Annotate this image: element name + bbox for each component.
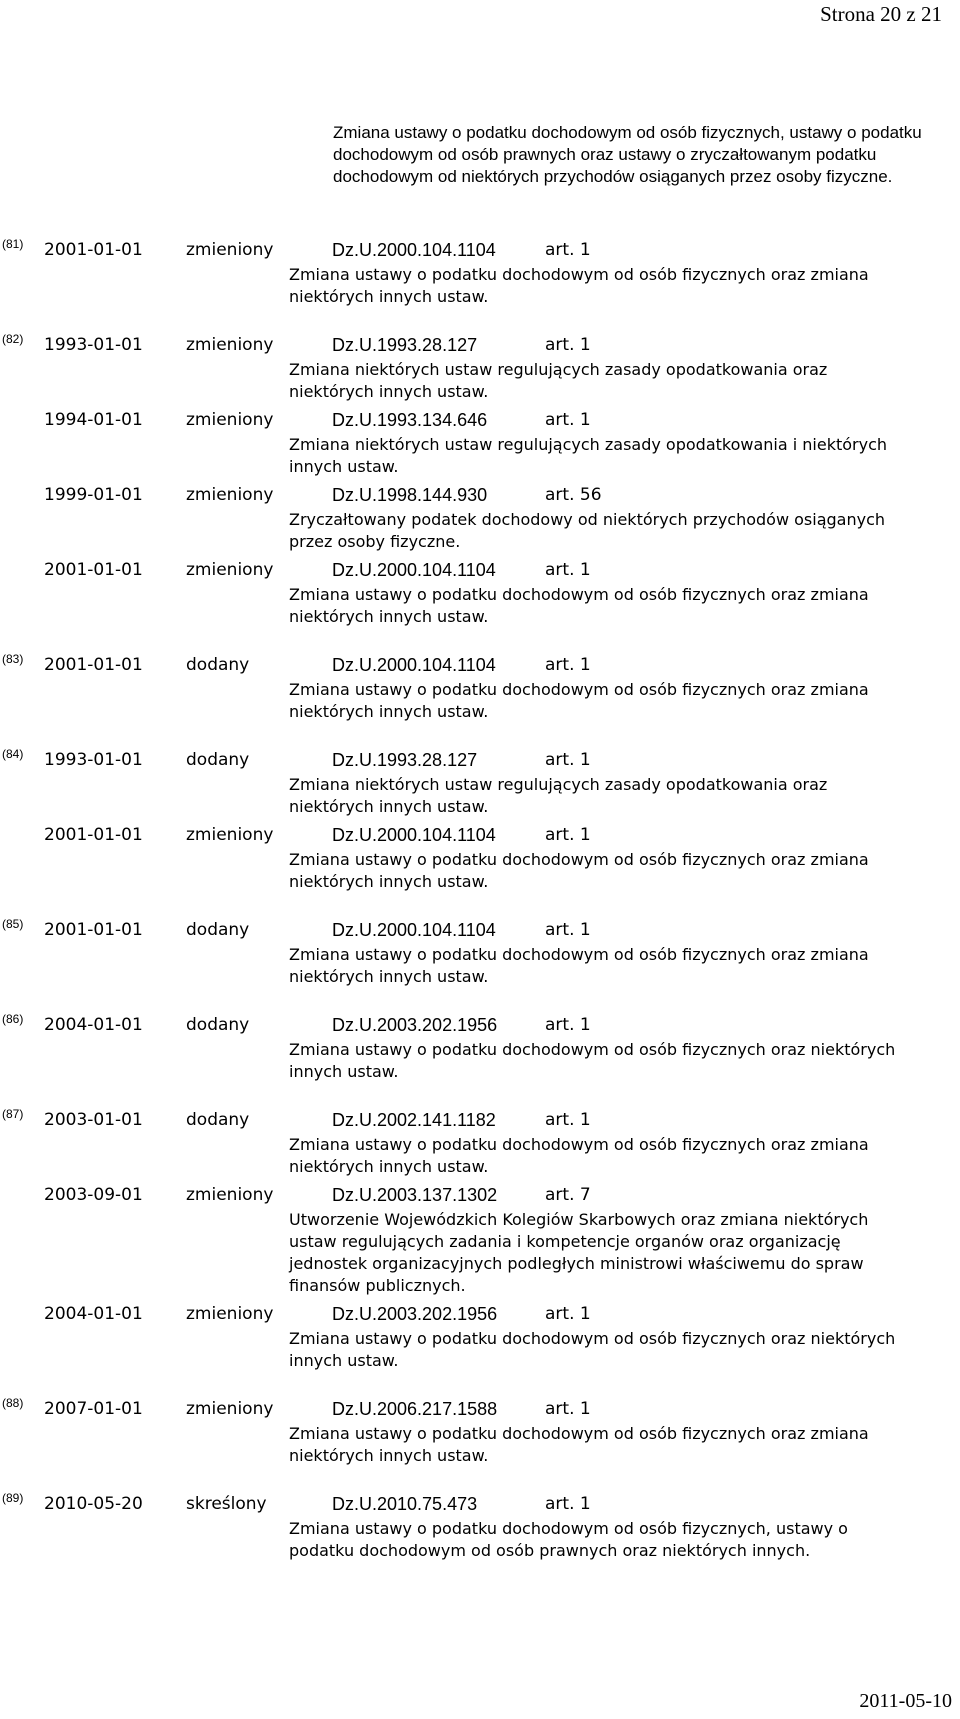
amendment-date: 2003-01-01 [44, 1110, 143, 1130]
article-number: art. 1 [545, 825, 591, 845]
article-number: art. 1 [545, 560, 591, 580]
amendment-type: skreślony [186, 1494, 267, 1514]
article-number: art. 1 [545, 1015, 591, 1035]
article-number: art. 1 [545, 335, 591, 355]
amendment-type: dodany [186, 1015, 250, 1035]
amendment-type: dodany [186, 655, 250, 675]
amendment-date: 1993-01-01 [44, 335, 143, 355]
amendment-entry-line [0, 1396, 960, 1423]
document-date-footer: 2011-05-10 [859, 1690, 952, 1712]
amendment-date: 2003-09-01 [44, 1185, 143, 1205]
amendment-date: 2001-01-01 [44, 825, 143, 845]
footnote-number: (87) [2, 1107, 24, 1121]
amendment-entry-line [0, 557, 960, 584]
footnote-number: (83) [2, 652, 24, 666]
amendment-description: Zmiana ustawy o podatku dochodowym od osób fizycznych oraz zmiana niektórych innych ustaw. [289, 265, 869, 306]
amendment-description: Zmiana ustawy o podatku dochodowym od osób fizycznych oraz zmiana niektórych innych ustaw. [289, 585, 869, 626]
footnote-number: (82) [2, 332, 24, 346]
amendment-date: 2004-01-01 [44, 1304, 143, 1324]
journal-reference: Dz.U.2003.202.1956 [332, 1304, 498, 1324]
amendment-type: zmieniony [186, 485, 274, 505]
footnote-number: (84) [2, 747, 24, 761]
amendment-date: 2007-01-01 [44, 1399, 143, 1419]
article-number: art. 1 [545, 1399, 591, 1419]
article-number: art. 1 [545, 655, 591, 675]
journal-reference: Dz.U.2000.104.1104 [332, 920, 496, 940]
article-number: art. 1 [545, 1304, 591, 1324]
amendment-entry-line [0, 652, 960, 679]
amendment-description: Zmiana niektórych ustaw regulujących zasady opodatkowania oraz niektórych innych ustaw. [289, 775, 828, 816]
amendment-date: 2001-01-01 [44, 655, 143, 675]
amendment-entry-line [0, 332, 960, 359]
journal-reference: Dz.U.2000.104.1104 [332, 655, 496, 675]
journal-reference: Dz.U.1993.134.646 [332, 410, 488, 430]
amendment-description: Zmiana ustawy o podatku dochodowym od osób fizycznych oraz zmiana niektórych innych ustaw. [289, 1135, 869, 1176]
article-number: art. 1 [545, 410, 591, 430]
article-number: art. 1 [545, 750, 591, 770]
amendment-type: dodany [186, 1110, 250, 1130]
amendment-description: Zmiana ustawy o podatku dochodowym od osób fizycznych oraz zmiana niektórych innych ustaw. [289, 680, 869, 721]
footnote-block [0, 332, 960, 628]
amendment-date: 2010-05-20 [44, 1494, 143, 1514]
journal-reference: Dz.U.1993.28.127 [332, 750, 478, 770]
amendment-date: 1994-01-01 [44, 410, 143, 430]
amendment-type: zmieniony [186, 560, 274, 580]
footnote-block [0, 237, 960, 308]
amendment-entry-line [0, 1491, 960, 1518]
article-number: art. 1 [545, 1494, 591, 1514]
amendment-entry-line [0, 407, 960, 434]
footnote-number: (86) [2, 1012, 24, 1026]
journal-reference: Dz.U.2000.104.1104 [332, 825, 496, 845]
journal-reference: Dz.U.1998.144.930 [332, 485, 488, 505]
amendment-entry-line [0, 237, 960, 264]
amendment-description: Utworzenie Wojewódzkich Kolegiów Skarbowych oraz zmiana niektórych ustaw regulujących zadania i kompetencje organów oraz organizację jednostek organizacyjnych podległych ministrowi właściwemu do spraw finansów publicznych. [289, 1210, 869, 1295]
footnote-block [0, 1012, 960, 1083]
amendment-entry-line [0, 747, 960, 774]
amendment-type: zmieniony [186, 1185, 274, 1205]
footnote-number: (89) [2, 1491, 24, 1505]
intro-description: Zmiana ustawy o podatku dochodowym od osób fizycznych, ustawy o podatku dochodowym od osób prawnych oraz ustawy o zryczałtowanym podatku dochodowym od niektórych przychodów osiąganych przez osoby fizyczne. [333, 123, 922, 186]
amendment-type: zmieniony [186, 825, 274, 845]
amendment-date: 2001-01-01 [44, 560, 143, 580]
footnote-block [0, 917, 960, 988]
article-number: art. 1 [545, 920, 591, 940]
journal-reference: Dz.U.2002.141.1182 [332, 1110, 496, 1130]
footnote-block [0, 747, 960, 893]
article-number: art. 1 [545, 1110, 591, 1130]
article-number: art. 7 [545, 1185, 591, 1205]
amendment-type: zmieniony [186, 1399, 274, 1419]
amendment-description: Zmiana ustawy o podatku dochodowym od osób fizycznych oraz niektórych innych ustaw. [289, 1329, 896, 1370]
amendment-description: Zmiana ustawy o podatku dochodowym od osób fizycznych oraz zmiana niektórych innych ustaw. [289, 850, 869, 891]
footnotes-list [0, 237, 960, 1586]
amendment-date: 1993-01-01 [44, 750, 143, 770]
article-number: art. 56 [545, 485, 602, 505]
amendment-entry-line [0, 917, 960, 944]
amendment-date: 1999-01-01 [44, 485, 143, 505]
amendment-entry-line [0, 1301, 960, 1328]
page-number-header: Strona 20 z 21 [820, 2, 942, 26]
amendment-type: dodany [186, 920, 250, 940]
journal-reference: Dz.U.2003.202.1956 [332, 1015, 498, 1035]
amendment-description: Zryczałtowany podatek dochodowy od niektórych przychodów osiąganych przez osoby fizyczne. [289, 510, 886, 551]
footnote-number: (85) [2, 917, 24, 931]
footnote-number: (81) [2, 237, 24, 251]
amendment-entry-line [0, 1012, 960, 1039]
footnote-block [0, 652, 960, 723]
journal-reference: Dz.U.2010.75.473 [332, 1494, 478, 1514]
journal-reference: Dz.U.1993.28.127 [332, 335, 478, 355]
journal-reference: Dz.U.2006.217.1588 [332, 1399, 498, 1419]
footnote-block [0, 1491, 960, 1562]
amendment-description: Zmiana ustawy o podatku dochodowym od osób fizycznych, ustawy o podatku dochodowym od osób prawnych oraz niektórych innych. [289, 1519, 848, 1560]
amendment-entry-line [0, 1182, 960, 1209]
amendment-entry-line [0, 1107, 960, 1134]
journal-reference: Dz.U.2000.104.1104 [332, 240, 496, 260]
footnote-number: (88) [2, 1396, 24, 1410]
amendment-description: Zmiana ustawy o podatku dochodowym od osób fizycznych oraz zmiana niektórych innych ustaw. [289, 1424, 869, 1465]
amendment-entry-line [0, 482, 960, 509]
amendment-description: Zmiana ustawy o podatku dochodowym od osób fizycznych oraz niektórych innych ustaw. [289, 1040, 896, 1081]
amendment-date: 2001-01-01 [44, 240, 143, 260]
amendment-description: Zmiana niektórych ustaw regulujących zasady opodatkowania i niektórych innych ustaw. [289, 435, 888, 476]
amendment-type: dodany [186, 750, 250, 770]
amendment-type: zmieniony [186, 335, 274, 355]
journal-reference: Dz.U.2000.104.1104 [332, 560, 496, 580]
amendment-date: 2001-01-01 [44, 920, 143, 940]
journal-reference: Dz.U.2003.137.1302 [332, 1185, 498, 1205]
amendment-description: Zmiana ustawy o podatku dochodowym od osób fizycznych oraz zmiana niektórych innych ustaw. [289, 945, 869, 986]
article-number: art. 1 [545, 240, 591, 260]
footnote-block [0, 1107, 960, 1372]
amendment-type: zmieniony [186, 410, 274, 430]
amendment-type: zmieniony [186, 240, 274, 260]
amendment-entry-line [0, 822, 960, 849]
amendment-type: zmieniony [186, 1304, 274, 1324]
amendment-description: Zmiana niektórych ustaw regulujących zasady opodatkowania oraz niektórych innych ustaw. [289, 360, 828, 401]
footnote-block [0, 1396, 960, 1467]
amendment-date: 2004-01-01 [44, 1015, 143, 1035]
